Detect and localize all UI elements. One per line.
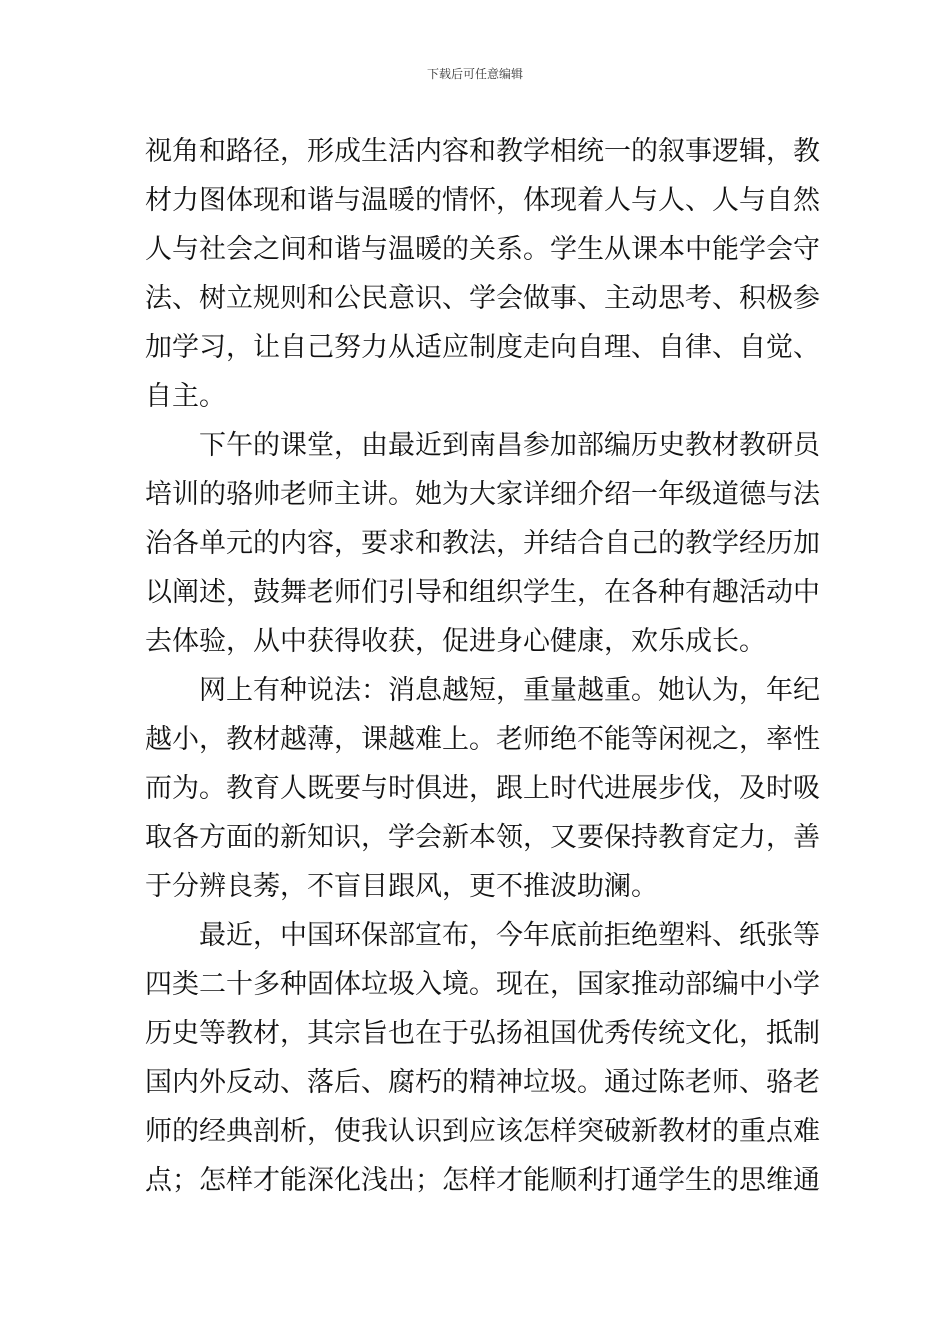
paragraph-4-line: 点；怎样才能深化浅出；怎样才能顺利打通学生的思维通 (145, 1165, 820, 1196)
paragraph-1-line: 人与社会之间和谐与温暖的关系。学生从课本中能学会守 (145, 234, 820, 265)
paragraph-3-line: 于分辨良莠，不盲目跟风，更不推波助澜。 (145, 871, 658, 902)
paragraph-2-line: 去体验，从中获得收获，促进身心健康，欢乐成长。 (145, 626, 766, 657)
paragraph-1-line: 法、树立规则和公民意识、学会做事、主动思考、积极参 (145, 283, 820, 314)
paragraph-4-line: 历史等教材，其宗旨也在于弘扬祖国优秀传统文化，抵制 (145, 1018, 820, 1049)
paragraph-3-line: 越小，教材越薄，课越难上。老师绝不能等闲视之，率性 (145, 724, 820, 755)
paragraph-2-line: 治各单元的内容，要求和教法，并结合自己的教学经历加 (145, 528, 820, 559)
paragraph-3-line: 网上有种说法：消息越短，重量越重。她认为，年纪 (199, 675, 820, 706)
paragraph-4-line: 四类二十多种固体垃圾入境。现在，国家推动部编中小学 (145, 969, 820, 1000)
paragraph-4-line: 师的经典剖析，使我认识到应该怎样突破新教材的重点难 (145, 1116, 820, 1147)
page-header: 下载后可任意编辑 (426, 67, 523, 81)
paragraph-3-line: 取各方面的新知识，学会新本领，又要保持教育定力，善 (145, 822, 820, 853)
paragraph-1-line: 材力图体现和谐与温暖的情怀，体现着人与人、人与自然 (145, 185, 820, 216)
paragraph-1-line: 视角和路径，形成生活内容和教学相统一的叙事逻辑，教 (145, 136, 820, 167)
paragraph-2-line: 培训的骆帅老师主讲。她为大家详细介绍一年级道德与法 (145, 479, 820, 510)
paragraph-4-line: 国内外反动、落后、腐朽的精神垃圾。通过陈老师、骆老 (145, 1067, 820, 1098)
paragraph-1-line: 自主。 (145, 381, 226, 412)
paragraph-2-line: 以阐述，鼓舞老师们引导和组织学生，在各种有趣活动中 (145, 577, 820, 608)
paragraph-3-line: 而为。教育人既要与时俱进，跟上时代进展步伐，及时吸 (145, 773, 820, 804)
paragraph-4-line: 最近，中国环保部宣布，今年底前拒绝塑料、纸张等 (199, 920, 820, 951)
document-body (145, 127, 820, 1205)
paragraph-1-line: 加学习，让自己努力从适应制度走向自理、自律、自觉、 (145, 332, 820, 363)
paragraph-2-line: 下午的课堂，由最近到南昌参加部编历史教材教研员 (199, 430, 820, 461)
